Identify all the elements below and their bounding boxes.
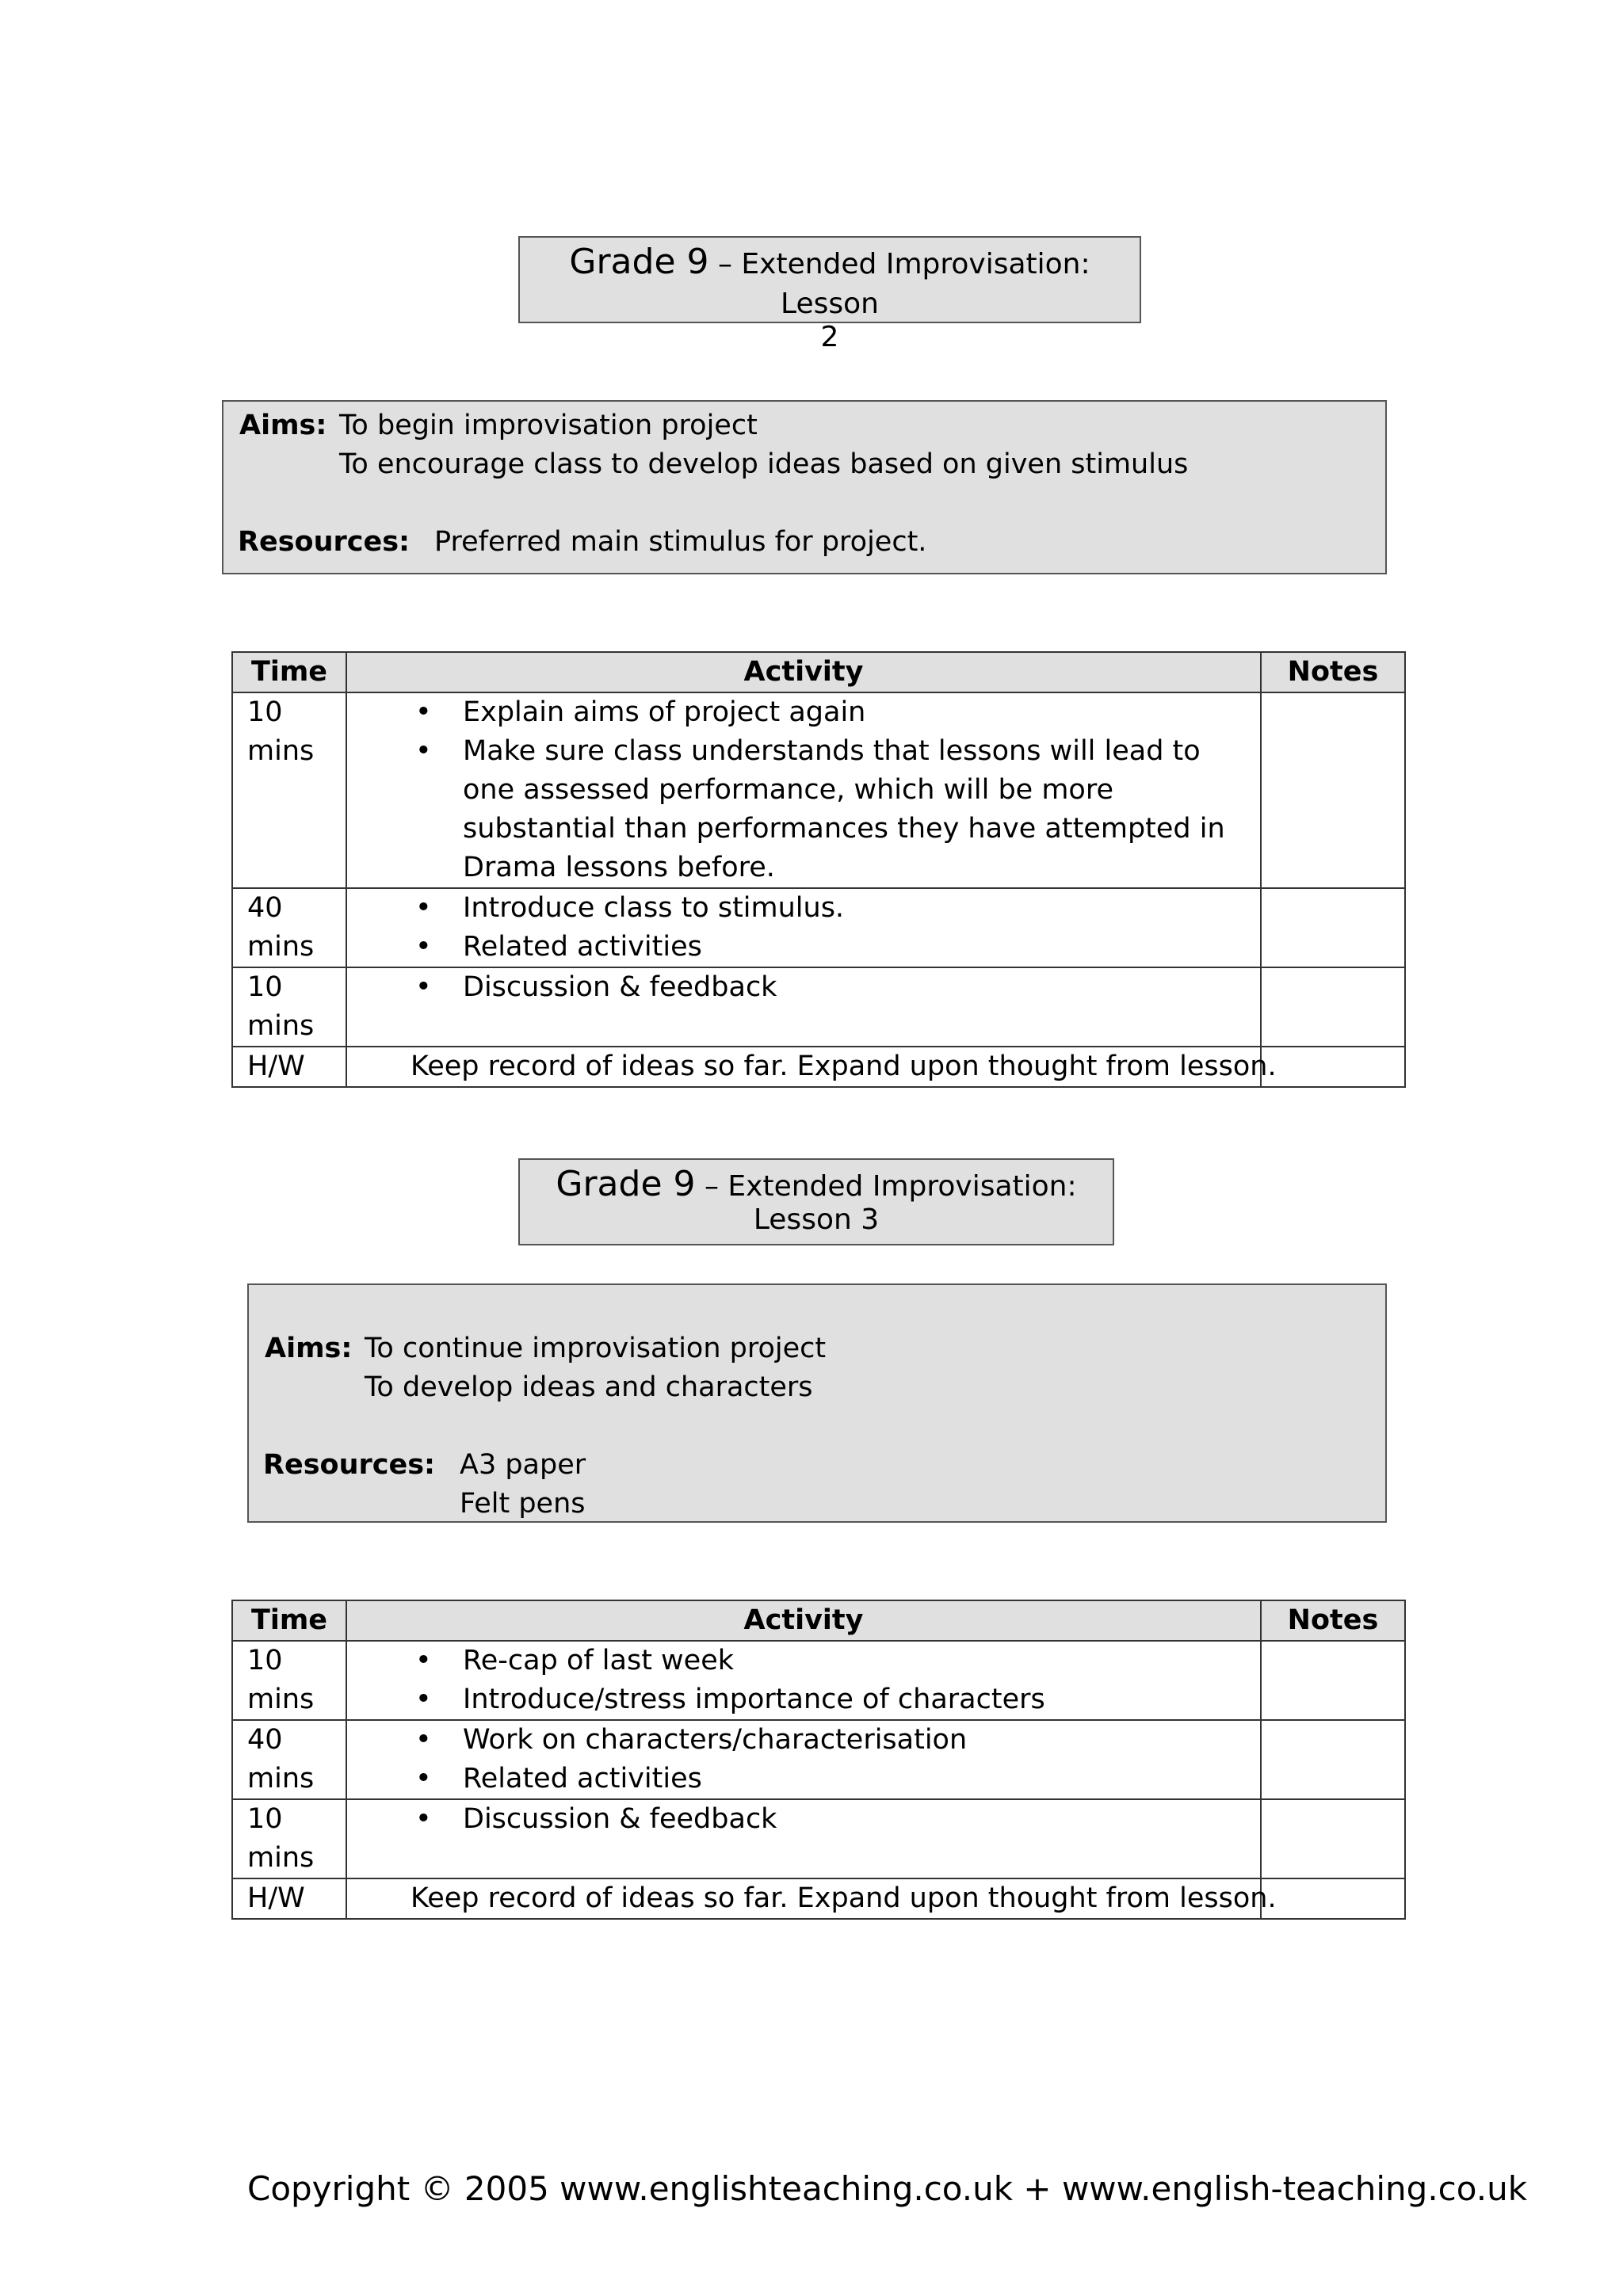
list-item: • Make sure class understands that lessons will lead to one assessed performance, which will be more substantial than performances they have attempted in Drama lessons before. <box>463 732 1260 887</box>
table-row <box>232 888 1405 967</box>
table-row <box>232 1799 1405 1878</box>
table-row <box>232 692 1405 888</box>
list-item: • Discussion & feedback <box>463 968 1260 1007</box>
list-item: • Related activities <box>463 1760 1260 1798</box>
table-row <box>232 1641 1405 1720</box>
time-unit: mins <box>247 1010 315 1042</box>
activity-cell <box>346 692 1261 888</box>
lesson-3-aim-1: To continue improvisation project <box>365 1333 827 1364</box>
table-header-row <box>232 652 1405 692</box>
hw-text: Keep record of ideas so far. Expand upon thought from lesson. <box>346 1878 1261 1919</box>
lesson-2-title-line1 <box>520 242 1140 324</box>
activity-cell <box>346 1720 1261 1799</box>
lesson-3-aim-2: To develop ideas and characters <box>365 1371 813 1403</box>
lesson-2-grade: Grade 9 <box>569 242 709 282</box>
lesson-3-aims-spacer <box>249 1407 1385 1446</box>
activity-cell <box>346 967 1261 1047</box>
lesson-2-aims-spacer <box>223 484 1385 523</box>
hw-label: H/W <box>232 1047 346 1087</box>
lesson-3-resources-row-2 <box>249 1485 1385 1524</box>
notes-cell <box>1261 967 1405 1047</box>
list-item: • Re-cap of last week <box>463 1642 1260 1680</box>
lesson-2-aims-row-1 <box>223 406 1385 445</box>
lesson-2-title-box <box>518 236 1141 353</box>
hw-label: H/W <box>232 1878 346 1919</box>
hw-text: Keep record of ideas so far. Expand upon thought from lesson. <box>346 1047 1261 1087</box>
list-item: • Introduce class to stimulus. <box>463 889 1260 928</box>
table-row <box>232 967 1405 1047</box>
homework-row <box>232 1878 1405 1919</box>
notes-cell <box>1261 1799 1405 1878</box>
activity-list <box>361 1800 1260 1839</box>
header-notes: Notes <box>1261 1600 1405 1641</box>
activity-cell <box>346 888 1261 967</box>
lesson-3-grade: Grade 9 <box>556 1164 696 1204</box>
lesson-3-aims-box <box>247 1283 1387 1523</box>
time-unit: mins <box>247 1684 315 1715</box>
lesson-3-resources-label: Resources: <box>263 1449 436 1481</box>
table-header-row <box>232 1600 1405 1641</box>
activity-list <box>361 889 1260 967</box>
time-value: 10 <box>247 696 283 728</box>
lesson-3-title-line2: Lesson 3 <box>753 1203 880 1236</box>
lesson-2-resources-label: Resources: <box>238 526 411 558</box>
lesson-2-activity-table <box>231 651 1406 1088</box>
activity-list <box>361 693 1260 887</box>
header-notes: Notes <box>1261 652 1405 692</box>
lesson-3-title-box <box>518 1158 1114 1245</box>
lesson-2-aims-label: Aims: <box>239 410 327 441</box>
lesson-3-resource-1: A3 paper <box>460 1449 586 1481</box>
list-item: • Introduce/stress importance of characters <box>463 1680 1260 1719</box>
lesson-2-resource-1: Preferred main stimulus for project. <box>434 526 927 558</box>
lesson-2-aims-box <box>222 400 1387 574</box>
activity-list <box>361 968 1260 1007</box>
lesson-2-aim-2: To encourage class to develop ideas based on given stimulus <box>339 448 1189 480</box>
time-value: 10 <box>247 971 283 1003</box>
time-unit: mins <box>247 735 315 767</box>
time-cell <box>232 692 346 888</box>
time-value: 10 <box>247 1803 283 1835</box>
notes-cell <box>1261 1878 1405 1919</box>
lesson-3-title-text: – Extended Improvisation: <box>704 1170 1077 1203</box>
time-cell <box>232 888 346 967</box>
activity-cell <box>346 1641 1261 1720</box>
lesson-2-aims-row-2 <box>223 445 1385 484</box>
list-item: • Explain aims of project again <box>463 693 1260 732</box>
list-item: • Discussion & feedback <box>463 1800 1260 1839</box>
lesson-3-aims-row-2 <box>249 1368 1385 1407</box>
lesson-3-activity-table <box>231 1600 1406 1920</box>
copyright-footer: Copyright © 2005 www.englishteaching.co.uk + www.english-teaching.co.uk <box>247 2169 1528 2208</box>
lesson-2-aim-1: To begin improvisation project <box>339 410 758 441</box>
notes-cell <box>1261 692 1405 888</box>
lesson-3-aims-row-1 <box>249 1329 1385 1368</box>
time-cell <box>232 1720 346 1799</box>
lesson-3-resources-row <box>249 1446 1385 1485</box>
lesson-3-resource-2: Felt pens <box>460 1488 586 1520</box>
time-value: 40 <box>247 892 283 924</box>
notes-cell <box>1261 1047 1405 1087</box>
time-unit: mins <box>247 1842 315 1874</box>
time-value: 40 <box>247 1724 283 1756</box>
lesson-2-resources-row <box>223 523 1385 562</box>
lesson-3-aims-label: Aims: <box>265 1333 353 1364</box>
time-value: 10 <box>247 1645 283 1676</box>
notes-cell <box>1261 888 1405 967</box>
activity-cell <box>346 1799 1261 1878</box>
lesson-2-title-text: – Extended Improvisation: Lesson <box>717 248 1090 320</box>
time-unit: mins <box>247 931 315 963</box>
activity-list <box>361 1721 1260 1798</box>
time-cell <box>232 1641 346 1720</box>
header-activity: Activity <box>346 1600 1261 1641</box>
header-activity: Activity <box>346 652 1261 692</box>
header-time: Time <box>232 1600 346 1641</box>
notes-cell <box>1261 1641 1405 1720</box>
activity-list <box>361 1642 1260 1719</box>
time-cell <box>232 967 346 1047</box>
time-unit: mins <box>247 1763 315 1794</box>
table-row <box>232 1720 1405 1799</box>
list-item: • Related activities <box>463 928 1260 967</box>
header-time: Time <box>232 652 346 692</box>
notes-cell <box>1261 1720 1405 1799</box>
homework-row <box>232 1047 1405 1087</box>
list-item: • Work on characters/characterisation <box>463 1721 1260 1760</box>
lesson-2-title-line2: 2 <box>820 321 839 353</box>
time-cell <box>232 1799 346 1878</box>
